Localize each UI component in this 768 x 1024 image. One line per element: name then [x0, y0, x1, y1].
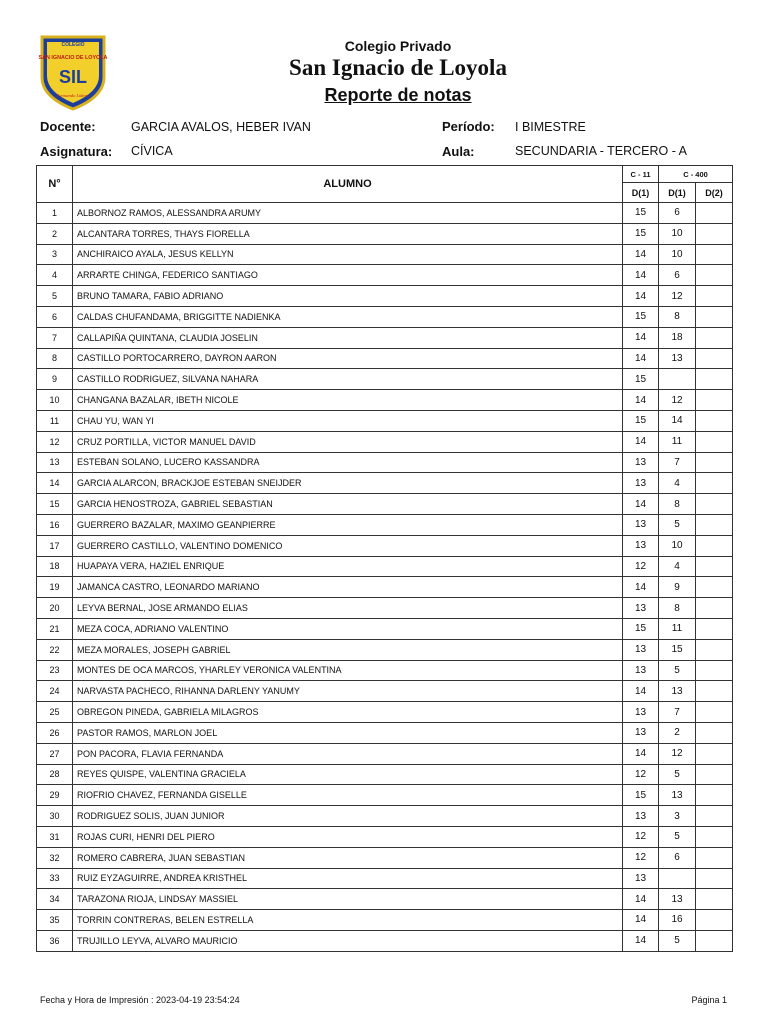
- col-header-alumno: ALUMNO: [73, 166, 623, 203]
- school-name: San Ignacio de Loyola: [289, 55, 507, 80]
- periodo-value: I BIMESTRE: [515, 120, 586, 134]
- grade-c400-d1: 4: [659, 473, 696, 494]
- row-number: 35: [37, 910, 73, 931]
- student-name: OBREGON PINEDA, GABRIELA MILAGROS: [73, 702, 623, 723]
- student-name: LEYVA BERNAL, JOSE ARMANDO ELIAS: [73, 598, 623, 619]
- student-name: GUERRERO CASTILLO, VALENTINO DOMENICO: [73, 535, 623, 556]
- grade-c11-d1: 14: [623, 930, 659, 951]
- logo-initials: SIL: [58, 67, 88, 87]
- row-number: 19: [37, 577, 73, 598]
- table-row: [37, 889, 733, 910]
- grade-c400-d2: [696, 535, 733, 556]
- table-row: [37, 494, 733, 515]
- row-number: 22: [37, 639, 73, 660]
- student-name: TORRIN CONTRERAS, BELEN ESTRELLA: [73, 910, 623, 931]
- grade-c11-d1: 14: [623, 286, 659, 307]
- row-number: 36: [37, 930, 73, 951]
- grade-c400-d2: [696, 410, 733, 431]
- grade-c400-d1: 13: [659, 889, 696, 910]
- grade-c400-d1: 7: [659, 702, 696, 723]
- docente-label: Docente:: [40, 119, 96, 134]
- table-row: [37, 847, 733, 868]
- student-name: CHAU YU, WAN YI: [73, 410, 623, 431]
- row-number: 15: [37, 494, 73, 515]
- table-row: [37, 660, 733, 681]
- table-row: [37, 369, 733, 390]
- grade-c11-d1: 15: [623, 618, 659, 639]
- grade-c11-d1: 15: [623, 203, 659, 224]
- student-name: GUERRERO BAZALAR, MAXIMO GEANPIERRE: [73, 514, 623, 535]
- student-name: CALLAPIÑA QUINTANA, CLAUDIA JOSELIN: [73, 327, 623, 348]
- row-number: 9: [37, 369, 73, 390]
- grade-c400-d2: [696, 785, 733, 806]
- logo-ring-text: SAN IGNACIO DE LOYOLA: [38, 55, 108, 61]
- grade-c400-d2: [696, 556, 733, 577]
- grade-c11-d1: 13: [623, 452, 659, 473]
- grade-c400-d1: 12: [659, 390, 696, 411]
- grade-c11-d1: 14: [623, 494, 659, 515]
- col-header-number: N°: [37, 166, 73, 203]
- grade-c11-d1: 13: [623, 660, 659, 681]
- row-number: 8: [37, 348, 73, 369]
- student-name: ARRARTE CHINGA, FEDERICO SANTIAGO: [73, 265, 623, 286]
- grade-c400-d1: 2: [659, 722, 696, 743]
- grade-c400-d2: [696, 702, 733, 723]
- table-row: [37, 327, 733, 348]
- student-name: CALDAS CHUFANDAMA, BRIGGITTE NADIENKA: [73, 306, 623, 327]
- grade-c11-d1: 14: [623, 244, 659, 265]
- table-row: [37, 306, 733, 327]
- grade-c11-d1: 14: [623, 681, 659, 702]
- student-name: PASTOR RAMOS, MARLON JOEL: [73, 722, 623, 743]
- grade-c400-d2: [696, 910, 733, 931]
- grade-c11-d1: 15: [623, 223, 659, 244]
- grade-c11-d1: 14: [623, 577, 659, 598]
- logo-top-text: COLEGIO: [61, 42, 85, 48]
- grade-c400-d2: [696, 577, 733, 598]
- col-sub-c400-d2: D(2): [696, 183, 733, 203]
- school-type: Colegio Privado: [344, 38, 452, 54]
- grade-c400-d2: [696, 452, 733, 473]
- grade-c11-d1: 13: [623, 514, 659, 535]
- grade-c400-d1: 10: [659, 244, 696, 265]
- student-name: CHANGANA BAZALAR, IBETH NICOLE: [73, 390, 623, 411]
- grade-c400-d1: 13: [659, 348, 696, 369]
- grades-table: [36, 165, 733, 952]
- student-name: ROJAS CURI, HENRI DEL PIERO: [73, 826, 623, 847]
- row-number: 28: [37, 764, 73, 785]
- row-number: 34: [37, 889, 73, 910]
- row-number: 20: [37, 598, 73, 619]
- grade-c11-d1: 14: [623, 348, 659, 369]
- table-row: [37, 826, 733, 847]
- grade-c11-d1: 14: [623, 265, 659, 286]
- row-number: 21: [37, 618, 73, 639]
- table-row: [37, 639, 733, 660]
- grade-c400-d1: 18: [659, 327, 696, 348]
- row-number: 4: [37, 265, 73, 286]
- grade-c400-d2: [696, 598, 733, 619]
- col-group-c11: C - 11: [623, 166, 659, 183]
- table-row: [37, 348, 733, 369]
- student-name: JAMANCA CASTRO, LEONARDO MARIANO: [73, 577, 623, 598]
- row-number: 1: [37, 203, 73, 224]
- grade-c11-d1: 13: [623, 598, 659, 619]
- grade-c400-d2: [696, 889, 733, 910]
- grade-c400-d2: [696, 390, 733, 411]
- student-name: ROMERO CABRERA, JUAN SEBASTIAN: [73, 847, 623, 868]
- student-name: NARVASTA PACHECO, RIHANNA DARLENY YANUMY: [73, 681, 623, 702]
- table-row: [37, 681, 733, 702]
- table-row: [37, 806, 733, 827]
- grade-c11-d1: 14: [623, 390, 659, 411]
- grade-c400-d1: 11: [659, 431, 696, 452]
- docente-value: GARCIA AVALOS, HEBER IVAN: [131, 120, 311, 134]
- student-name: ANCHIRAICO AYALA, JESUS KELLYN: [73, 244, 623, 265]
- grade-c400-d2: [696, 348, 733, 369]
- row-number: 24: [37, 681, 73, 702]
- row-number: 6: [37, 306, 73, 327]
- row-number: 25: [37, 702, 73, 723]
- table-row: [37, 431, 733, 452]
- table-row: [37, 598, 733, 619]
- grade-c400-d1: 7: [659, 452, 696, 473]
- grade-c400-d2: [696, 847, 733, 868]
- table-row: [37, 265, 733, 286]
- student-name: CRUZ PORTILLA, VICTOR MANUEL DAVID: [73, 431, 623, 452]
- row-number: 13: [37, 452, 73, 473]
- grades-body: [37, 203, 733, 952]
- grade-c400-d1: 9: [659, 577, 696, 598]
- grade-c400-d2: [696, 244, 733, 265]
- table-row: [37, 535, 733, 556]
- student-name: REYES QUISPE, VALENTINA GRACIELA: [73, 764, 623, 785]
- grade-c400-d1: 5: [659, 764, 696, 785]
- grade-c11-d1: 13: [623, 806, 659, 827]
- grade-c400-d1: 12: [659, 286, 696, 307]
- row-number: 3: [37, 244, 73, 265]
- grade-c400-d2: [696, 514, 733, 535]
- grade-c400-d2: [696, 660, 733, 681]
- grade-c400-d2: [696, 639, 733, 660]
- grade-c400-d1: 8: [659, 306, 696, 327]
- student-name: RODRIGUEZ SOLIS, JUAN JUNIOR: [73, 806, 623, 827]
- asignatura-value: CÍVICA: [131, 144, 173, 158]
- grade-c11-d1: 13: [623, 639, 659, 660]
- grade-c400-d2: [696, 681, 733, 702]
- student-name: MEZA COCA, ADRIANO VALENTINO: [73, 618, 623, 639]
- student-name: HUAPAYA VERA, HAZIEL ENRIQUE: [73, 556, 623, 577]
- grade-c400-d1: 14: [659, 410, 696, 431]
- grade-c400-d2: [696, 286, 733, 307]
- table-row: [37, 764, 733, 785]
- grade-c400-d2: [696, 806, 733, 827]
- row-number: 14: [37, 473, 73, 494]
- grade-c400-d2: [696, 764, 733, 785]
- row-number: 31: [37, 826, 73, 847]
- periodo-label: Período:: [442, 119, 495, 134]
- table-row: [37, 577, 733, 598]
- table-row: [37, 223, 733, 244]
- row-number: 17: [37, 535, 73, 556]
- student-name: ALBORNOZ RAMOS, ALESSANDRA ARUMY: [73, 203, 623, 224]
- grade-c11-d1: 14: [623, 327, 659, 348]
- table-row: [37, 930, 733, 951]
- table-row: [37, 514, 733, 535]
- row-number: 18: [37, 556, 73, 577]
- grade-c400-d2: [696, 431, 733, 452]
- table-row: [37, 286, 733, 307]
- grade-c400-d2: [696, 868, 733, 889]
- grade-c400-d1: 15: [659, 639, 696, 660]
- table-row: [37, 702, 733, 723]
- table-row: [37, 556, 733, 577]
- row-number: 33: [37, 868, 73, 889]
- table-row: [37, 722, 733, 743]
- grade-c400-d1: 6: [659, 203, 696, 224]
- aula-label: Aula:: [442, 144, 475, 159]
- row-number: 12: [37, 431, 73, 452]
- student-name: GARCIA ALARCON, BRACKJOE ESTEBAN SNEIJDER: [73, 473, 623, 494]
- grade-c400-d1: 11: [659, 618, 696, 639]
- row-number: 11: [37, 410, 73, 431]
- student-name: ESTEBAN SOLANO, LUCERO KASSANDRA: [73, 452, 623, 473]
- grade-c400-d1: 16: [659, 910, 696, 931]
- grade-c400-d2: [696, 743, 733, 764]
- row-number: 27: [37, 743, 73, 764]
- print-timestamp: Fecha y Hora de Impresión : 2023-04-19 23:54:24: [40, 995, 240, 1005]
- grade-c400-d2: [696, 265, 733, 286]
- row-number: 7: [37, 327, 73, 348]
- col-sub-c400-d1: D(1): [659, 183, 696, 203]
- grade-c400-d2: [696, 203, 733, 224]
- grade-c400-d2: [696, 369, 733, 390]
- report-title: Reporte de notas: [324, 85, 472, 105]
- grade-c400-d1: 5: [659, 514, 696, 535]
- grade-c400-d2: [696, 327, 733, 348]
- table-row: [37, 410, 733, 431]
- student-name: TARAZONA RIOJA, LINDSAY MASSIEL: [73, 889, 623, 910]
- page-number: Página 1: [691, 995, 727, 1005]
- grade-c400-d2: [696, 826, 733, 847]
- grade-c400-d1: 10: [659, 223, 696, 244]
- student-name: PON PACORA, FLAVIA FERNANDA: [73, 743, 623, 764]
- asignatura-label: Asignatura:: [40, 144, 113, 159]
- grade-c400-d1: 5: [659, 660, 696, 681]
- student-name: RIOFRIO CHAVEZ, FERNANDA GISELLE: [73, 785, 623, 806]
- grade-c400-d2: [696, 722, 733, 743]
- grade-c400-d1: 3: [659, 806, 696, 827]
- table-row: [37, 743, 733, 764]
- grade-c11-d1: 14: [623, 910, 659, 931]
- grade-c400-d1: 13: [659, 681, 696, 702]
- grade-c400-d1: [659, 868, 696, 889]
- grade-c11-d1: 13: [623, 722, 659, 743]
- row-number: 5: [37, 286, 73, 307]
- grade-c400-d1: 4: [659, 556, 696, 577]
- grade-c11-d1: 12: [623, 847, 659, 868]
- aula-value: SECUNDARIA - TERCERO - A: [515, 144, 688, 158]
- grade-c400-d1: 6: [659, 265, 696, 286]
- grade-c11-d1: 14: [623, 431, 659, 452]
- table-row: [37, 473, 733, 494]
- grade-c11-d1: 13: [623, 473, 659, 494]
- table-row: [37, 203, 733, 224]
- grade-c11-d1: 13: [623, 535, 659, 556]
- grade-c400-d1: 8: [659, 598, 696, 619]
- row-number: 2: [37, 223, 73, 244]
- table-row: [37, 244, 733, 265]
- row-number: 32: [37, 847, 73, 868]
- grade-c11-d1: 14: [623, 743, 659, 764]
- grade-c400-d2: [696, 473, 733, 494]
- table-row: [37, 452, 733, 473]
- table-row: [37, 868, 733, 889]
- logo-motto: Formando Líderes: [56, 93, 90, 98]
- grade-c400-d1: 10: [659, 535, 696, 556]
- student-name: RUIZ EYZAGUIRRE, ANDREA KRISTHEL: [73, 868, 623, 889]
- grade-c400-d2: [696, 618, 733, 639]
- grade-c11-d1: 15: [623, 369, 659, 390]
- col-group-c400: C - 400: [659, 166, 733, 183]
- grade-c11-d1: 12: [623, 826, 659, 847]
- student-name: GARCIA HENOSTROZA, GABRIEL SEBASTIAN: [73, 494, 623, 515]
- table-row: [37, 910, 733, 931]
- row-number: 23: [37, 660, 73, 681]
- student-name: MONTES DE OCA MARCOS, YHARLEY VERONICA VALENTINA: [73, 660, 623, 681]
- table-row: [37, 785, 733, 806]
- student-name: CASTILLO RODRIGUEZ, SILVANA NAHARA: [73, 369, 623, 390]
- grade-c11-d1: 15: [623, 785, 659, 806]
- student-name: BRUNO TAMARA, FABIO ADRIANO: [73, 286, 623, 307]
- student-name: CASTILLO PORTOCARRERO, DAYRON AARON: [73, 348, 623, 369]
- grade-c11-d1: 12: [623, 556, 659, 577]
- grade-c400-d2: [696, 223, 733, 244]
- grade-c400-d1: 5: [659, 930, 696, 951]
- student-name: TRUJILLO LEYVA, ALVARO MAURICIO: [73, 930, 623, 951]
- row-number: 29: [37, 785, 73, 806]
- row-number: 16: [37, 514, 73, 535]
- student-name: ALCANTARA TORRES, THAYS FIORELLA: [73, 223, 623, 244]
- grade-c400-d2: [696, 930, 733, 951]
- grade-c400-d1: 6: [659, 847, 696, 868]
- grade-c11-d1: 14: [623, 889, 659, 910]
- grade-c11-d1: 13: [623, 868, 659, 889]
- table-row: [37, 618, 733, 639]
- grade-c400-d1: 8: [659, 494, 696, 515]
- row-number: 30: [37, 806, 73, 827]
- grade-c400-d1: 5: [659, 826, 696, 847]
- grade-c11-d1: 13: [623, 702, 659, 723]
- col-sub-c11-d1: D(1): [623, 183, 659, 203]
- grade-c400-d1: 13: [659, 785, 696, 806]
- row-number: 10: [37, 390, 73, 411]
- grade-c400-d1: 12: [659, 743, 696, 764]
- student-name: MEZA MORALES, JOSEPH GABRIEL: [73, 639, 623, 660]
- grade-c400-d2: [696, 494, 733, 515]
- grade-c400-d2: [696, 306, 733, 327]
- grade-c11-d1: 15: [623, 306, 659, 327]
- grade-c400-d1: [659, 369, 696, 390]
- grade-c11-d1: 12: [623, 764, 659, 785]
- row-number: 26: [37, 722, 73, 743]
- table-row: [37, 390, 733, 411]
- grade-c11-d1: 15: [623, 410, 659, 431]
